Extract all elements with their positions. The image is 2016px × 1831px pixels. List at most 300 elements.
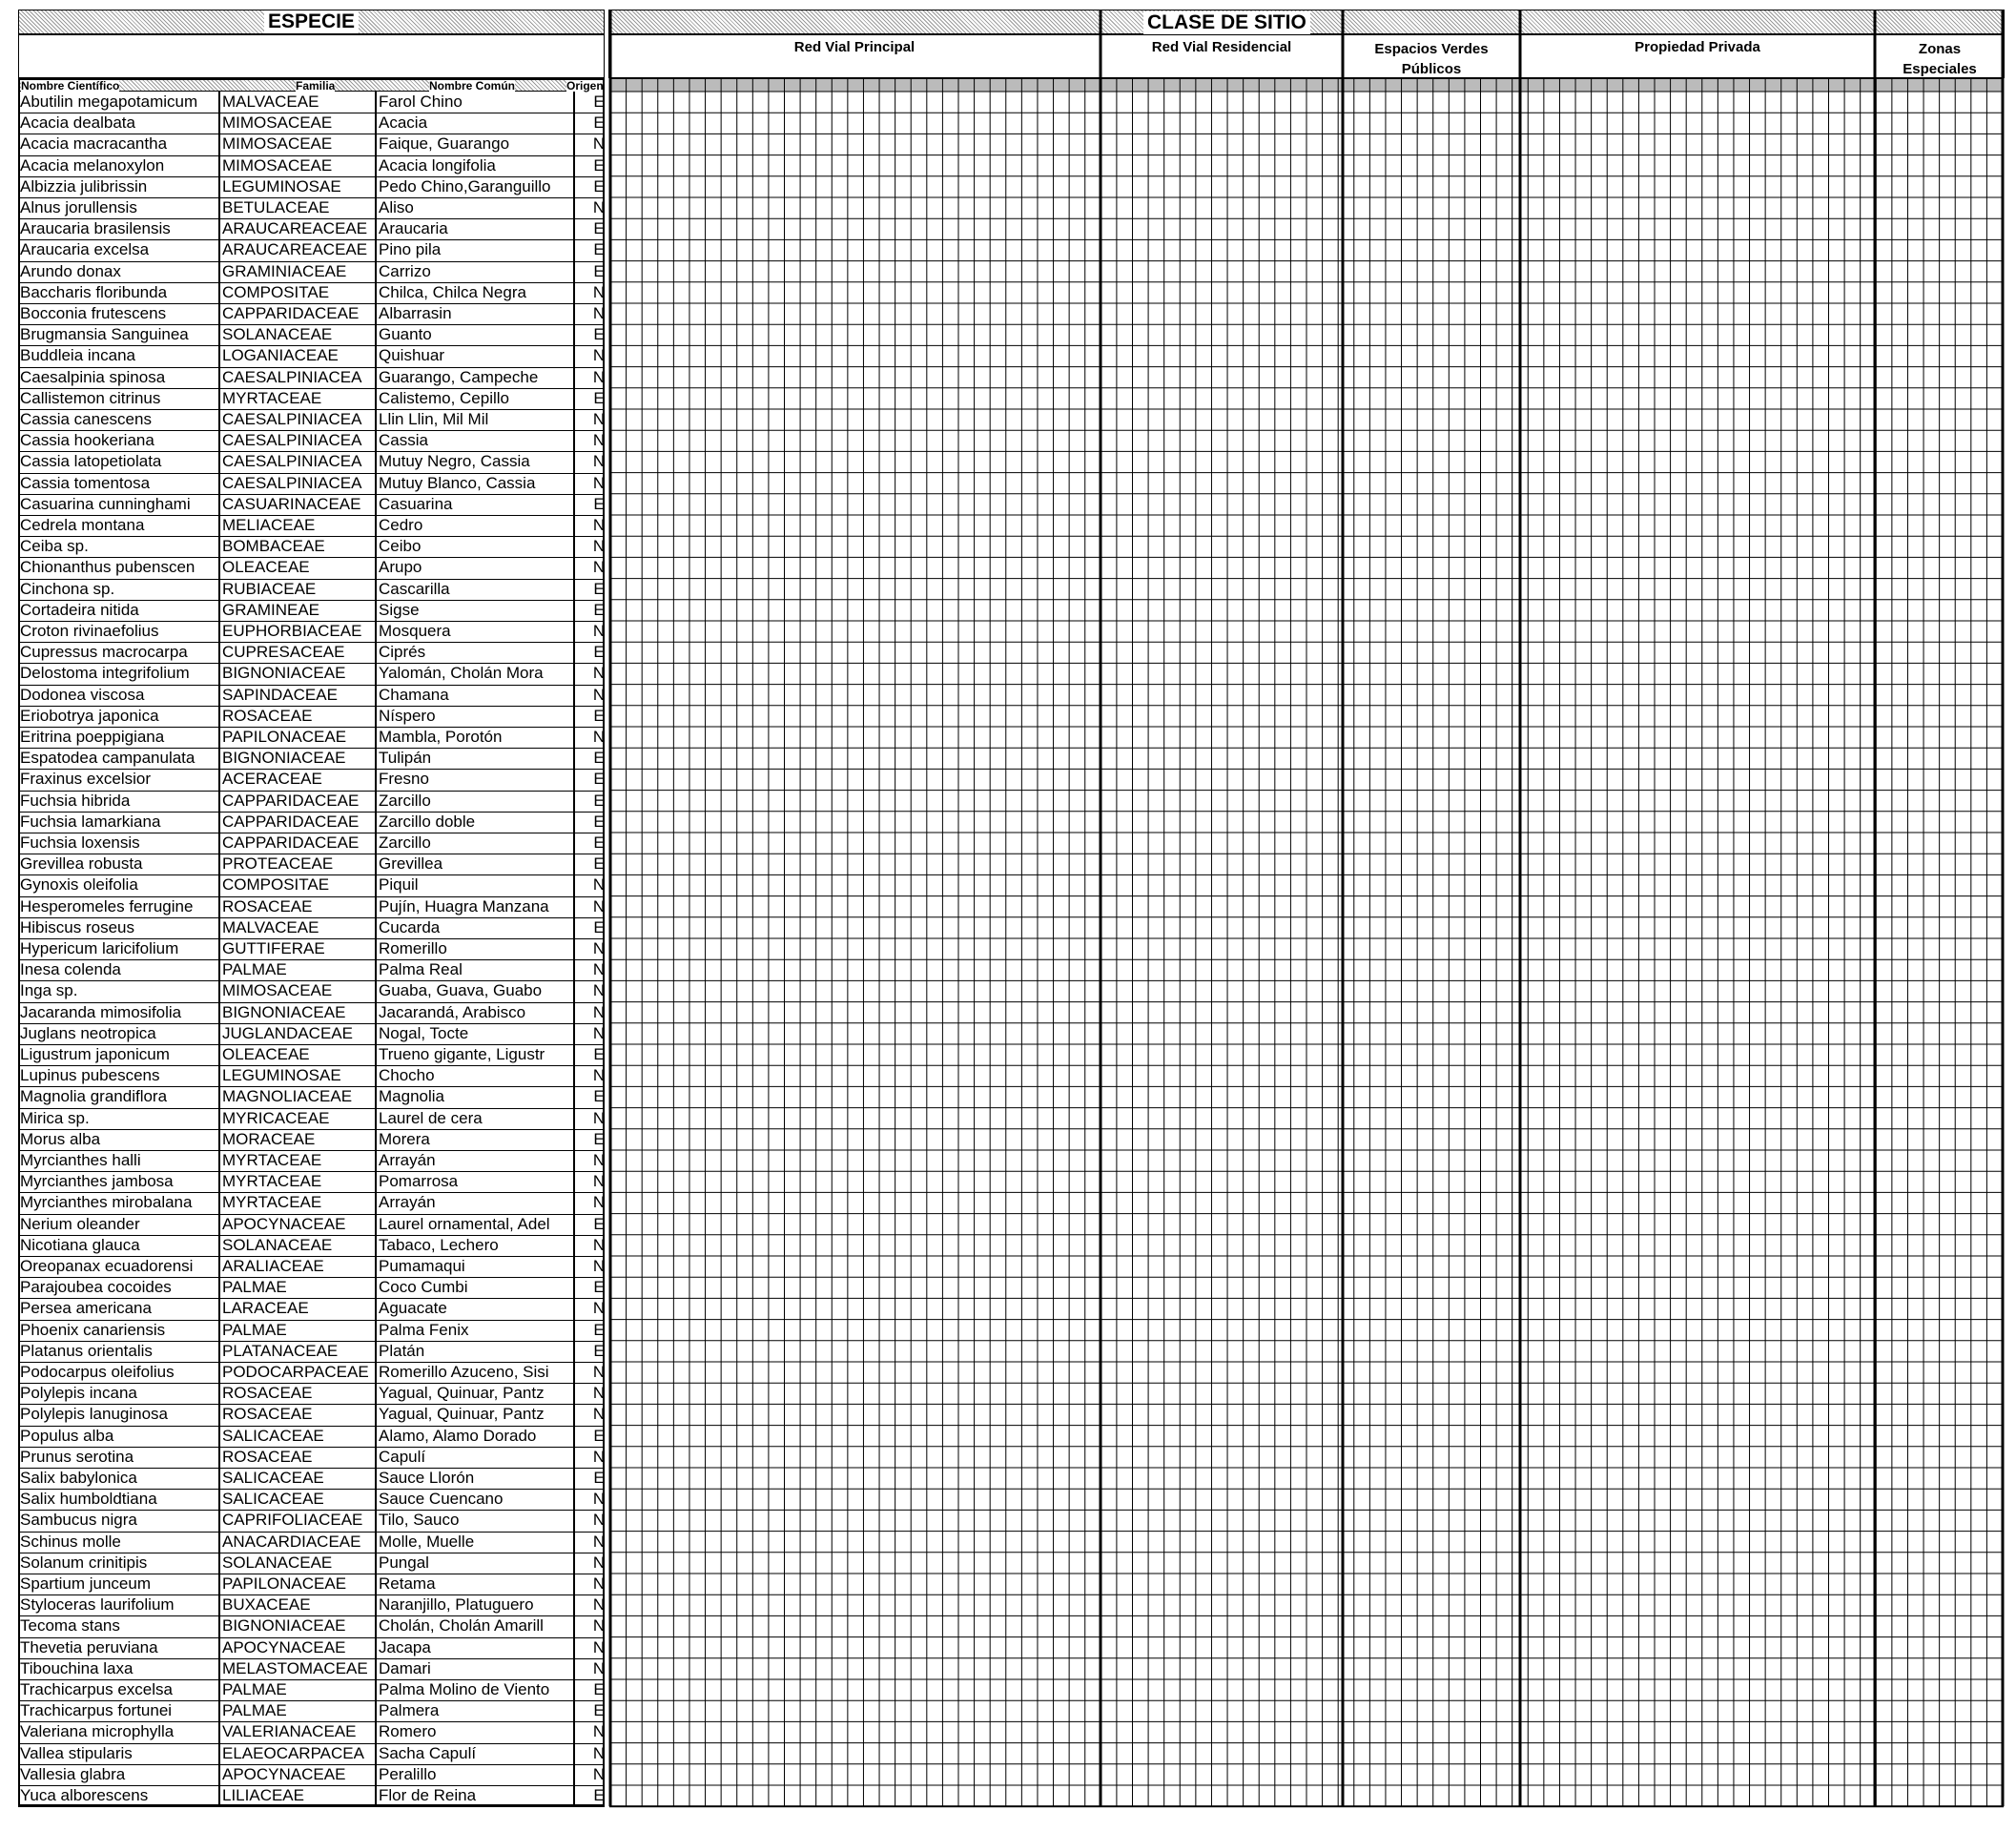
scientific-name: Tibouchina laxa bbox=[18, 1658, 220, 1679]
scientific-name: Trachicarpus fortunei bbox=[18, 1700, 220, 1721]
especie-header-label: ESPECIE bbox=[264, 10, 359, 33]
common-name: Zarcillo doble bbox=[377, 812, 575, 833]
common-name: Zarcillo bbox=[377, 791, 575, 812]
family-name: LEGUMINOSAE bbox=[220, 176, 377, 197]
col-header-family: Familia bbox=[296, 79, 336, 93]
family-name: COMPOSITAE bbox=[220, 874, 377, 895]
family-name: OLEACEAE bbox=[220, 557, 377, 578]
origin-code: E bbox=[593, 1469, 605, 1487]
origin-code: N bbox=[592, 1405, 606, 1424]
scientific-name: Arundo donax bbox=[18, 261, 220, 282]
family-name: MAGNOLIACEAE bbox=[220, 1086, 377, 1107]
origin-code: N bbox=[592, 473, 606, 492]
family-name: ARALIACEAE bbox=[220, 1256, 377, 1277]
origin-code: E bbox=[593, 1214, 605, 1233]
scientific-name: Bocconia frutescens bbox=[18, 303, 220, 324]
scientific-name: Vallea stipularis bbox=[18, 1743, 220, 1764]
family-name: CAESALPINIACEA bbox=[220, 430, 377, 451]
common-name: Tabaco, Lechero bbox=[377, 1235, 575, 1256]
family-name: VALERIANACEAE bbox=[220, 1721, 377, 1742]
family-name: BIGNONIACEAE bbox=[220, 1002, 377, 1023]
family-name: BIGNONIACEAE bbox=[220, 1615, 377, 1636]
common-name: Trueno gigante, Ligustr bbox=[377, 1044, 575, 1065]
scientific-name: Espatodea campanulata bbox=[18, 748, 220, 769]
family-name: RUBIACEAE bbox=[220, 579, 377, 600]
family-name: ROSACEAE bbox=[220, 896, 377, 917]
origin-code: N bbox=[592, 537, 606, 556]
origin-code: N bbox=[592, 664, 606, 683]
origin-code: E bbox=[593, 1278, 605, 1297]
scientific-name: Persea americana bbox=[18, 1298, 220, 1319]
origin-code: E bbox=[593, 854, 605, 874]
origin-code: N bbox=[592, 1002, 606, 1021]
family-name: CAPPARIDACEAE bbox=[220, 303, 377, 324]
origin-code: E bbox=[593, 706, 605, 725]
common-name: Ciprés bbox=[377, 642, 575, 663]
scientific-name: Fuchsia hibrida bbox=[18, 791, 220, 812]
common-name: Calistemo, Cepillo bbox=[377, 388, 575, 409]
family-name: ARAUCAREACEAE bbox=[220, 218, 377, 239]
common-name: Romero bbox=[377, 1721, 575, 1742]
scientific-name: Albizzia julibrissin bbox=[18, 176, 220, 197]
origin-code: N bbox=[592, 1193, 606, 1212]
family-name: PALMAE bbox=[220, 1679, 377, 1700]
origin-code: N bbox=[592, 410, 606, 428]
common-name: Flor de Reina bbox=[377, 1785, 575, 1806]
family-name: SOLANACEAE bbox=[220, 1235, 377, 1256]
scientific-name: Myrcianthes halli bbox=[18, 1150, 220, 1171]
origin-code: N bbox=[592, 1490, 606, 1509]
origin-code: N bbox=[592, 134, 606, 154]
common-name: Alamo, Alamo Dorado bbox=[377, 1426, 575, 1447]
family-name: SAPINDACEAE bbox=[220, 685, 377, 706]
family-name: SALICACEAE bbox=[220, 1468, 377, 1489]
family-name: CAESALPINIACEA bbox=[220, 409, 377, 430]
family-name: CASUARINACEAE bbox=[220, 494, 377, 515]
family-name: CAPPARIDACEAE bbox=[220, 812, 377, 833]
origin-code: N bbox=[592, 875, 606, 895]
scientific-name: Schinus molle bbox=[18, 1532, 220, 1553]
common-name: Platán bbox=[377, 1341, 575, 1362]
common-name: Aliso bbox=[377, 197, 575, 218]
origin-code: N bbox=[592, 346, 606, 365]
origin-code: E bbox=[593, 791, 605, 810]
scientific-name: Caesalpinia spinosa bbox=[18, 367, 220, 388]
common-name: Yagual, Quinuar, Pantz bbox=[377, 1404, 575, 1425]
common-name: Arrayán bbox=[377, 1150, 575, 1171]
scientific-name: Cinchona sp. bbox=[18, 579, 220, 600]
common-name: Mambla, Porotón bbox=[377, 727, 575, 748]
common-name: Laurel ornamental, Adel bbox=[377, 1214, 575, 1235]
common-name: Palma Molino de Viento bbox=[377, 1679, 575, 1700]
origin-code: N bbox=[592, 452, 606, 471]
common-name: Jacarandá, Arabisco bbox=[377, 1002, 575, 1023]
family-name: LARACEAE bbox=[220, 1298, 377, 1319]
col-header-common: Nombre Común bbox=[429, 79, 515, 93]
scientific-name: Croton rivinaefolius bbox=[18, 621, 220, 642]
origin-code: N bbox=[592, 431, 606, 450]
common-name: Naranjillo, Platuguero bbox=[377, 1594, 575, 1615]
scientific-name: Parajoubea cocoides bbox=[18, 1277, 220, 1298]
scientific-name: Grevillea robusta bbox=[18, 854, 220, 874]
common-name: Pujín, Huagra Manzana bbox=[377, 896, 575, 917]
origin-code: N bbox=[592, 1023, 606, 1042]
family-name: MYRTACEAE bbox=[220, 1192, 377, 1213]
family-name: LOGANIACEAE bbox=[220, 345, 377, 366]
origin-code: E bbox=[593, 325, 605, 344]
scientific-name: Salix babylonica bbox=[18, 1468, 220, 1489]
common-name: Faique, Guarango bbox=[377, 134, 575, 154]
scientific-name: Cassia canescens bbox=[18, 409, 220, 430]
origin-code: N bbox=[592, 304, 606, 322]
common-name: Pomarrosa bbox=[377, 1171, 575, 1192]
scientific-name: Nerium oleander bbox=[18, 1214, 220, 1235]
family-name: GRAMINEAE bbox=[220, 600, 377, 621]
family-name: BIGNONIACEAE bbox=[220, 663, 377, 684]
origin-code: E bbox=[593, 219, 605, 238]
family-name: ANACARDIACEAE bbox=[220, 1532, 377, 1553]
scientific-name: Oreopanax ecuadorensi bbox=[18, 1256, 220, 1277]
family-name: GRAMINIACEAE bbox=[220, 261, 377, 282]
scientific-name: Inesa colenda bbox=[18, 959, 220, 980]
scientific-name: Cortadeira nitida bbox=[18, 600, 220, 621]
common-name: Coco Cumbi bbox=[377, 1277, 575, 1298]
origin-code: N bbox=[592, 558, 606, 577]
common-name: Guanto bbox=[377, 324, 575, 345]
scientific-name: Trachicarpus excelsa bbox=[18, 1679, 220, 1700]
common-name: Sauce Cuencano bbox=[377, 1489, 575, 1510]
scientific-name: Magnolia grandiflora bbox=[18, 1086, 220, 1107]
family-name: SALICACEAE bbox=[220, 1489, 377, 1510]
common-name: Mutuy Negro, Cassia bbox=[377, 451, 575, 472]
scientific-name: Araucaria excelsa bbox=[18, 239, 220, 260]
family-name: LILIACEAE bbox=[220, 1785, 377, 1806]
scientific-name: Fuchsia lamarkiana bbox=[18, 812, 220, 833]
origin-code: N bbox=[592, 1658, 606, 1677]
common-name: Chamana bbox=[377, 685, 575, 706]
family-name: COMPOSITAE bbox=[220, 282, 377, 303]
common-name: Albarrasin bbox=[377, 303, 575, 324]
scientific-name: Prunus serotina bbox=[18, 1447, 220, 1468]
origin-code: E bbox=[593, 261, 605, 280]
origin-code: N bbox=[592, 1532, 606, 1551]
scientific-name: Spartium junceum bbox=[18, 1574, 220, 1594]
scientific-name: Acacia macracantha bbox=[18, 134, 220, 154]
scientific-name: Podocarpus oleifolius bbox=[18, 1362, 220, 1383]
common-name: Pumamaqui bbox=[377, 1256, 575, 1277]
common-name: Laurel de cera bbox=[377, 1108, 575, 1129]
common-name: Magnolia bbox=[377, 1086, 575, 1107]
family-name: CAESALPINIACEA bbox=[220, 473, 377, 494]
scientific-name: Jacaranda mimosifolia bbox=[18, 1002, 220, 1023]
grid-lines bbox=[610, 78, 2003, 1806]
family-name: SALICACEAE bbox=[220, 1426, 377, 1447]
scientific-name: Eritrina poeppigiana bbox=[18, 727, 220, 748]
origin-code: N bbox=[592, 1743, 606, 1762]
common-name: Casuarina bbox=[377, 494, 575, 515]
scientific-name: Fraxinus excelsior bbox=[18, 769, 220, 790]
scientific-name: Casuarina cunninghami bbox=[18, 494, 220, 515]
common-name: Fresno bbox=[377, 769, 575, 790]
family-name: PALMAE bbox=[220, 959, 377, 980]
common-name: Guarango, Campeche bbox=[377, 367, 575, 388]
origin-code: N bbox=[592, 1363, 606, 1381]
scientific-name: Lupinus pubescens bbox=[18, 1065, 220, 1086]
origin-code: E bbox=[593, 388, 605, 407]
common-name: Llin Llin, Mil Mil bbox=[377, 409, 575, 430]
origin-code: E bbox=[593, 917, 605, 936]
common-name: Palmera bbox=[377, 1700, 575, 1721]
family-name: CAESALPINIACEA bbox=[220, 451, 377, 472]
common-name: Pungal bbox=[377, 1553, 575, 1574]
common-name: Araucaria bbox=[377, 218, 575, 239]
scientific-name: Ceiba sp. bbox=[18, 536, 220, 557]
family-name: PALMAE bbox=[220, 1700, 377, 1721]
origin-code: E bbox=[593, 643, 605, 662]
common-name: Tulipán bbox=[377, 748, 575, 769]
scientific-name: Solanum crinitipis bbox=[18, 1553, 220, 1574]
group-propiedad-privada-label: Propiedad Privada bbox=[1635, 39, 1760, 55]
family-name: APOCYNACEAE bbox=[220, 1764, 377, 1785]
common-name: Jacapa bbox=[377, 1637, 575, 1658]
common-name: Acacia bbox=[377, 113, 575, 134]
family-name: PALMAE bbox=[220, 1320, 377, 1341]
family-name: GUTTIFERAE bbox=[220, 938, 377, 959]
scientific-name: Styloceras laurifolium bbox=[18, 1594, 220, 1615]
origin-code: N bbox=[592, 367, 606, 386]
common-name: Níspero bbox=[377, 706, 575, 727]
common-name: Cucarda bbox=[377, 917, 575, 938]
scientific-name: Myrcianthes jambosa bbox=[18, 1171, 220, 1192]
origin-code: N bbox=[592, 1722, 606, 1741]
scientific-name: Polylepis incana bbox=[18, 1383, 220, 1404]
common-name: Chilca, Chilca Negra bbox=[377, 282, 575, 303]
common-name: Romerillo Azuceno, Sisi bbox=[377, 1362, 575, 1383]
origin-code: N bbox=[592, 1108, 606, 1127]
scientific-name: Cassia latopetiolata bbox=[18, 451, 220, 472]
family-name: PAPILONACEAE bbox=[220, 727, 377, 748]
origin-code: N bbox=[592, 1764, 606, 1783]
scientific-name: Hypericum laricifolium bbox=[18, 938, 220, 959]
origin-code: N bbox=[592, 1616, 606, 1636]
scientific-name: Cupressus macrocarpa bbox=[18, 642, 220, 663]
scientific-name: Fuchsia loxensis bbox=[18, 833, 220, 854]
origin-code: E bbox=[593, 1129, 605, 1148]
origin-code: E bbox=[593, 176, 605, 195]
common-name: Guaba, Guava, Guabo bbox=[377, 980, 575, 1001]
scientific-name: Valeriana microphylla bbox=[18, 1721, 220, 1742]
common-name: Farol Chino bbox=[377, 92, 575, 113]
family-name: CUPRESACEAE bbox=[220, 642, 377, 663]
origin-code: E bbox=[593, 113, 605, 133]
common-name: Sauce Llorón bbox=[377, 1468, 575, 1489]
family-name: MYRTACEAE bbox=[220, 1150, 377, 1171]
origin-code: E bbox=[593, 812, 605, 831]
origin-code: E bbox=[593, 1680, 605, 1698]
origin-code: E bbox=[593, 1426, 605, 1445]
scientific-name: Polylepis lanuginosa bbox=[18, 1404, 220, 1425]
common-name: Nogal, Tocte bbox=[377, 1023, 575, 1044]
family-name: CAESALPINIACEA bbox=[220, 367, 377, 388]
scientific-name: Cassia tomentosa bbox=[18, 473, 220, 494]
scientific-name: Gynoxis oleifolia bbox=[18, 874, 220, 895]
clase-de-sitio-label: CLASE DE SITIO bbox=[1143, 11, 1310, 34]
common-name: Molle, Muelle bbox=[377, 1532, 575, 1553]
origin-code: N bbox=[592, 516, 606, 534]
family-name: MYRTACEAE bbox=[220, 1171, 377, 1192]
family-name: CAPPARIDACEAE bbox=[220, 833, 377, 854]
origin-code: N bbox=[592, 1299, 606, 1318]
col-header-scientific: Nombre Científico bbox=[21, 79, 120, 93]
family-name: PLATANACEAE bbox=[220, 1341, 377, 1362]
origin-code: E bbox=[593, 833, 605, 852]
family-name: MIMOSACEAE bbox=[220, 113, 377, 134]
scientific-name: Populus alba bbox=[18, 1426, 220, 1447]
common-name: Tilo, Sauco bbox=[377, 1510, 575, 1531]
common-name: Palma Real bbox=[377, 959, 575, 980]
scientific-name: Phoenix canariensis bbox=[18, 1320, 220, 1341]
family-name: MIMOSACEAE bbox=[220, 155, 377, 176]
scientific-name: Salix humboldtiana bbox=[18, 1489, 220, 1510]
origin-code: E bbox=[593, 1786, 605, 1804]
scientific-name: Eriobotrya japonica bbox=[18, 706, 220, 727]
origin-code: E bbox=[593, 1087, 605, 1106]
origin-code: N bbox=[592, 1637, 606, 1656]
scientific-name: Chionanthus pubenscen bbox=[18, 557, 220, 578]
group-zonas-especiales-label: Zonas Especiales bbox=[1903, 41, 1977, 77]
family-name: OLEACEAE bbox=[220, 1044, 377, 1065]
origin-code: E bbox=[593, 749, 605, 768]
origin-code: N bbox=[592, 896, 606, 916]
common-name: Piquil bbox=[377, 874, 575, 895]
origin-code: E bbox=[593, 1341, 605, 1360]
origin-code: N bbox=[592, 198, 606, 216]
origin-code: N bbox=[592, 685, 606, 704]
origin-code: N bbox=[592, 981, 606, 1000]
scientific-name: Morus alba bbox=[18, 1129, 220, 1150]
family-name: SOLANACEAE bbox=[220, 324, 377, 345]
family-name: APOCYNACEAE bbox=[220, 1637, 377, 1658]
origin-code: E bbox=[593, 240, 605, 259]
family-name: EUPHORBIACEAE bbox=[220, 621, 377, 642]
family-name: ROSACEAE bbox=[220, 1447, 377, 1468]
scientific-name: Araucaria brasilensis bbox=[18, 218, 220, 239]
common-name: Acacia longifolia bbox=[377, 155, 575, 176]
common-name: Retama bbox=[377, 1574, 575, 1594]
family-name: MORACEAE bbox=[220, 1129, 377, 1150]
family-name: ROSACEAE bbox=[220, 706, 377, 727]
scientific-name: Alnus jorullensis bbox=[18, 197, 220, 218]
scientific-name: Hesperomeles ferrugine bbox=[18, 896, 220, 917]
common-name: Yalomán, Cholán Mora bbox=[377, 663, 575, 684]
scientific-name: Baccharis floribunda bbox=[18, 282, 220, 303]
common-name: Grevillea bbox=[377, 854, 575, 874]
scientific-name: Acacia dealbata bbox=[18, 113, 220, 134]
origin-code: N bbox=[592, 1235, 606, 1254]
family-name: ROSACEAE bbox=[220, 1383, 377, 1404]
common-name: Zarcillo bbox=[377, 833, 575, 854]
scientific-name: Buddleia incana bbox=[18, 345, 220, 366]
scientific-name: Callistemon citrinus bbox=[18, 388, 220, 409]
common-name: Quishuar bbox=[377, 345, 575, 366]
origin-code: N bbox=[592, 1553, 606, 1572]
origin-code: N bbox=[592, 1151, 606, 1169]
scientific-name: Mirica sp. bbox=[18, 1108, 220, 1129]
scientific-name: Thevetia peruviana bbox=[18, 1637, 220, 1658]
scientific-name: Platanus orientalis bbox=[18, 1341, 220, 1362]
family-name: MIMOSACEAE bbox=[220, 980, 377, 1001]
family-name: MALVACEAE bbox=[220, 92, 377, 113]
common-name: Sacha Capulí bbox=[377, 1743, 575, 1764]
common-name: Morera bbox=[377, 1129, 575, 1150]
common-name: Arrayán bbox=[377, 1192, 575, 1213]
origin-code: E bbox=[593, 600, 605, 619]
common-name: Yagual, Quinuar, Pantz bbox=[377, 1383, 575, 1404]
common-name: Cassia bbox=[377, 430, 575, 451]
origin-code: N bbox=[592, 1384, 606, 1403]
common-name: Peralillo bbox=[377, 1764, 575, 1785]
family-name: BUXACEAE bbox=[220, 1594, 377, 1615]
common-name: Cholán, Cholán Amarill bbox=[377, 1615, 575, 1636]
common-name: Palma Fenix bbox=[377, 1320, 575, 1341]
col-header-origin: Origen bbox=[566, 79, 604, 93]
family-name: MALVACEAE bbox=[220, 917, 377, 938]
family-name: BETULACEAE bbox=[220, 197, 377, 218]
family-name: SOLANACEAE bbox=[220, 1553, 377, 1574]
common-name: Cedro bbox=[377, 515, 575, 536]
family-name: PAPILONACEAE bbox=[220, 1574, 377, 1594]
family-name: PALMAE bbox=[220, 1277, 377, 1298]
family-name: CAPRIFOLIACEAE bbox=[220, 1510, 377, 1531]
origin-code: N bbox=[592, 1447, 606, 1466]
origin-code: E bbox=[593, 1320, 605, 1339]
family-name: BOMBACEAE bbox=[220, 536, 377, 557]
family-name: ROSACEAE bbox=[220, 1404, 377, 1425]
common-name: Chocho bbox=[377, 1065, 575, 1086]
family-name: PROTEACEAE bbox=[220, 854, 377, 874]
origin-code: N bbox=[592, 1172, 606, 1191]
origin-code: N bbox=[592, 1574, 606, 1593]
origin-code: N bbox=[592, 1066, 606, 1085]
scientific-name: Abutilin megapotamicum bbox=[18, 92, 220, 113]
common-name: Capulí bbox=[377, 1447, 575, 1468]
common-name: Pedo Chino,Garanguillo bbox=[377, 176, 575, 197]
family-name: PODOCARPACEAE bbox=[220, 1362, 377, 1383]
common-name: Carrizo bbox=[377, 261, 575, 282]
common-name: Romerillo bbox=[377, 938, 575, 959]
scientific-name: Brugmansia Sanguinea bbox=[18, 324, 220, 345]
family-name: MIMOSACEAE bbox=[220, 134, 377, 154]
common-name: Cascarilla bbox=[377, 579, 575, 600]
origin-code: E bbox=[593, 155, 605, 175]
common-name: Ceibo bbox=[377, 536, 575, 557]
group-red-vial-residencial-label: Red Vial Residencial bbox=[1151, 39, 1292, 55]
scientific-name: Cedrela montana bbox=[18, 515, 220, 536]
scientific-name: Cassia hookeriana bbox=[18, 430, 220, 451]
origin-code: N bbox=[592, 728, 606, 746]
common-name: Arupo bbox=[377, 557, 575, 578]
scientific-name: Acacia melanoxylon bbox=[18, 155, 220, 176]
common-name: Sigse bbox=[377, 600, 575, 621]
origin-code: E bbox=[593, 1701, 605, 1720]
family-name: BIGNONIACEAE bbox=[220, 748, 377, 769]
family-name: MELASTOMACEAE bbox=[220, 1658, 377, 1679]
family-name: ELAEOCARPACEA bbox=[220, 1743, 377, 1764]
scientific-name: Yuca alborescens bbox=[18, 1785, 220, 1806]
scientific-name: Hibiscus roseus bbox=[18, 917, 220, 938]
family-name: MELIACEAE bbox=[220, 515, 377, 536]
group-red-vial-principal-label: Red Vial Principal bbox=[793, 39, 915, 55]
